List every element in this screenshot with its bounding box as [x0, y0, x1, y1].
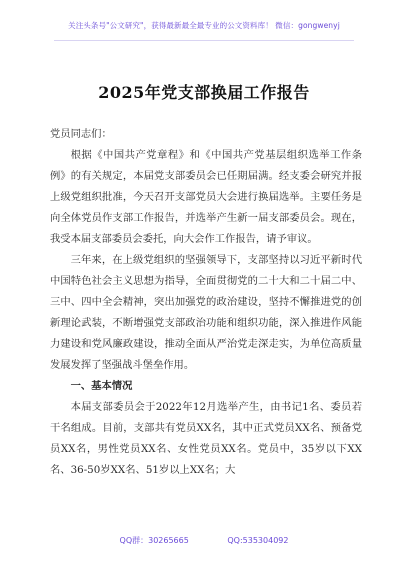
footer-qq-number: QQ:535304092: [227, 536, 289, 545]
section-heading: 一、基本情况: [70, 380, 133, 392]
body-paragraph: 根据《中国共产党章程》和《中国共产党基层组织选举工作条例》的有关规定，本届党支部委员会已任期届满。经支委会研究并报上级党组织批准，今天召开支部党员大会进行换届选举。主要任务是向全体党员作支部工作报告，并选举产生新一届支部委员会。现在，我受本届支部委员会委托，向大会作工作报告，请予审议。: [50, 149, 362, 245]
header-divider: [54, 40, 354, 41]
body-paragraph: 本届支部委员会于2022年12月选举产生，由书记1名、委员若干名组成。目前，支部共有党员XX名，其中正式党员XX名、预备党员XX名，男性党员XX名、女性党员XX名。党员中，35岁以下XX名、36-50岁XX名、51岁以上XX名；大: [50, 401, 362, 476]
header-banner: 关注头条号"公文研究"，获得最新最全最专业的公文资料库！ 微信：gongwenyj: [68, 21, 340, 30]
footer-contact: [0, 535, 408, 546]
document-body: [50, 124, 362, 481]
body-paragraph: 三年来，在上级党组织的坚强领导下，支部坚持以习近平新时代中国特色社会主义思想为指导，全面贯彻党的二十大和二十届二中、三中、四中全会精神，突出加强党的政治建设，坚持不懈推进党的创新理论武装，不断增强党支部政治功能和组织功能，深入推进作风能力建设和党风廉政建设，推动全面从严治党走深走实，为单位高质量发展发挥了坚强战斗堡垒作用。: [50, 254, 362, 371]
salutation: 党员同志们：: [50, 128, 112, 140]
footer-qq-group: QQ群：30265665: [119, 536, 189, 545]
document-title: 2025年党支部换届工作报告: [98, 83, 310, 102]
